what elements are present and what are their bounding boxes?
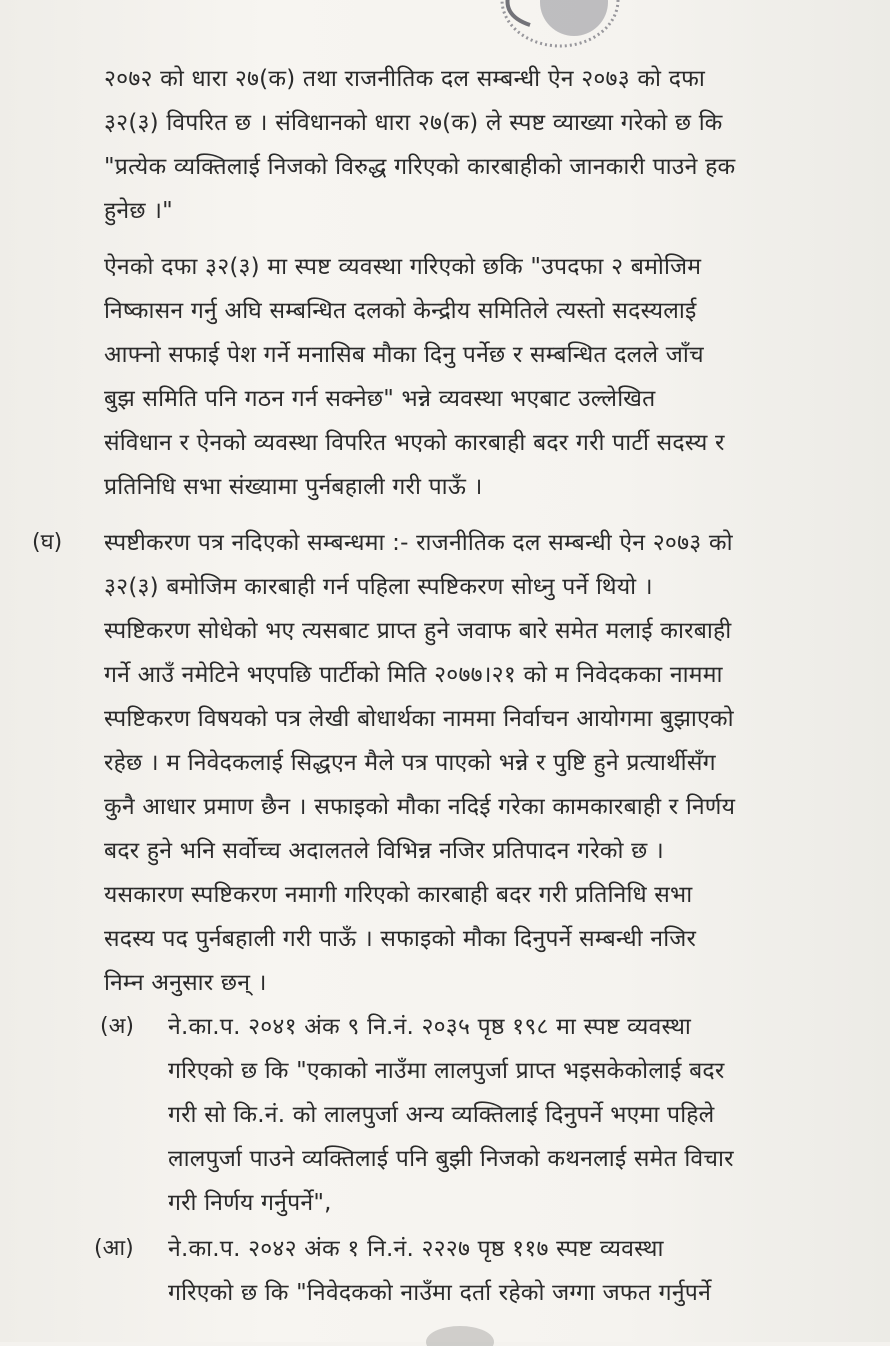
para1-line: ३२(३) विपरित छ । संविधानको धारा २७(क) ले स्पष्ट व्याख्या गरेको छ कि: [104, 110, 723, 136]
section-line: स्पष्टिकरण विषयको पत्र लेखी बोधार्थका नाममा निर्वाचन आयोगमा बुझाएको: [104, 706, 734, 732]
precedent-line: गरिएको छ कि "निवेदकको नाउँमा दर्ता रहेको जग्गा जफत गर्नुपर्ने: [168, 1280, 712, 1306]
precedent-line: ने.का.प. २०४१ अंक ९ नि.नं. २०३५ पृष्ठ १९८ मा स्पष्ट व्यवस्था: [168, 1014, 692, 1040]
para1-line: "प्रत्येक व्यक्तिलाई निजको विरुद्ध गरिएको कारबाहीको जानकारी पाउने हक: [104, 154, 736, 180]
para1-line: २०७२ को धारा २७(क) तथा राजनीतिक दल सम्बन्धी ऐन २०७३ को दफा: [104, 66, 706, 92]
para2-line: संविधान र ऐनको व्यवस्था विपरित भएको कारबाही बदर गरी पार्टी सदस्य र: [104, 430, 725, 456]
section-line: निम्न अनुसार छन् ।: [104, 970, 267, 996]
para2-line: आफ्नो सफाई पेश गर्ने मनासिब मौका दिनु पर्नेछ र सम्बन्धित दलले जाँच: [104, 342, 704, 368]
section-line: ३२(३) बमोजिम कारबाही गर्न पहिला स्पष्टिकरण सोध्नु पर्ने थियो ।: [104, 574, 653, 600]
precedent-line: लालपुर्जा पाउने व्यक्तिलाई पनि बुझी निजको कथनलाई समेत विचार: [168, 1146, 734, 1172]
section-label: (घ): [32, 530, 63, 555]
para2-line: निष्कासन गर्नु अघि सम्बन्धित दलको केन्द्रीय समितिले त्यस्तो सदस्यलाई: [104, 298, 697, 324]
section-line: बदर हुने भनि सर्वोच्च अदालतले विभिन्न नजिर प्रतिपादन गरेको छ ।: [104, 838, 664, 864]
para2-line: ऐनको दफा ३२(३) मा स्पष्ट व्यवस्था गरिएको छकि "उपदफा २ बमोजिम: [104, 254, 702, 280]
precedent-line: गरी निर्णय गर्नुपर्ने",: [168, 1190, 332, 1216]
precedent-line: ने.का.प. २०४२ अंक १ नि.नं. २२२७ पृष्ठ ११७ स्पष्ट व्यवस्था: [168, 1236, 664, 1262]
official-stamp: [490, 0, 630, 50]
para1-line: हुनेछ ।": [104, 198, 173, 224]
para2-line: प्रतिनिधि सभा संख्यामा पुर्नबहाली गरी पाऊँ ।: [104, 474, 483, 500]
section-line: रहेछ । म निवेदकलाई सिद्धएन मैले पत्र पाएको भन्ने र पुष्टि हुने प्रत्यार्थीसँग: [104, 750, 716, 776]
section-line: सदस्य पद पुर्नबहाली गरी पाऊँ । सफाइको मौका दिनुपर्ने सम्बन्धी नजिर: [104, 926, 697, 952]
para2-line: बुझ समिति पनि गठन गर्न सक्नेछ" भन्ने व्यवस्था भएबाट उल्लेखित: [104, 386, 656, 412]
section-line: यसकारण स्पष्टिकरण नमागी गरिएको कारबाही बदर गरी प्रतिनिधि सभा: [104, 882, 693, 908]
section-line: स्पष्टिकरण सोधेको भए त्यसबाट प्राप्त हुने जवाफ बारे समेत मलाई कारबाही: [104, 618, 732, 644]
precedent-label: (अ): [100, 1014, 134, 1039]
section-line: स्पष्टीकरण पत्र नदिएको सम्बन्धमा :- राजनीतिक दल सम्बन्धी ऐन २०७३ को: [104, 530, 733, 556]
precedent-label: (आ): [94, 1236, 134, 1261]
precedent-line: गरिएको छ कि "एकाको नाउँमा लालपुर्जा प्राप्त भइसकेकोलाई बदर: [168, 1058, 725, 1084]
precedent-line: गरी सो कि.नं. को लालपुर्जा अन्य व्यक्तिलाई दिनुपर्ने भएमा पहिले: [168, 1102, 715, 1128]
section-line: गर्ने आउँ नमेटिने भएपछि पार्टीको मिति २०७७।२१ को म निवेदकका नाममा: [104, 662, 723, 688]
section-line: कुनै आधार प्रमाण छैन । सफाइको मौका नदिई गरेका कामकारबाही र निर्णय: [104, 794, 736, 820]
